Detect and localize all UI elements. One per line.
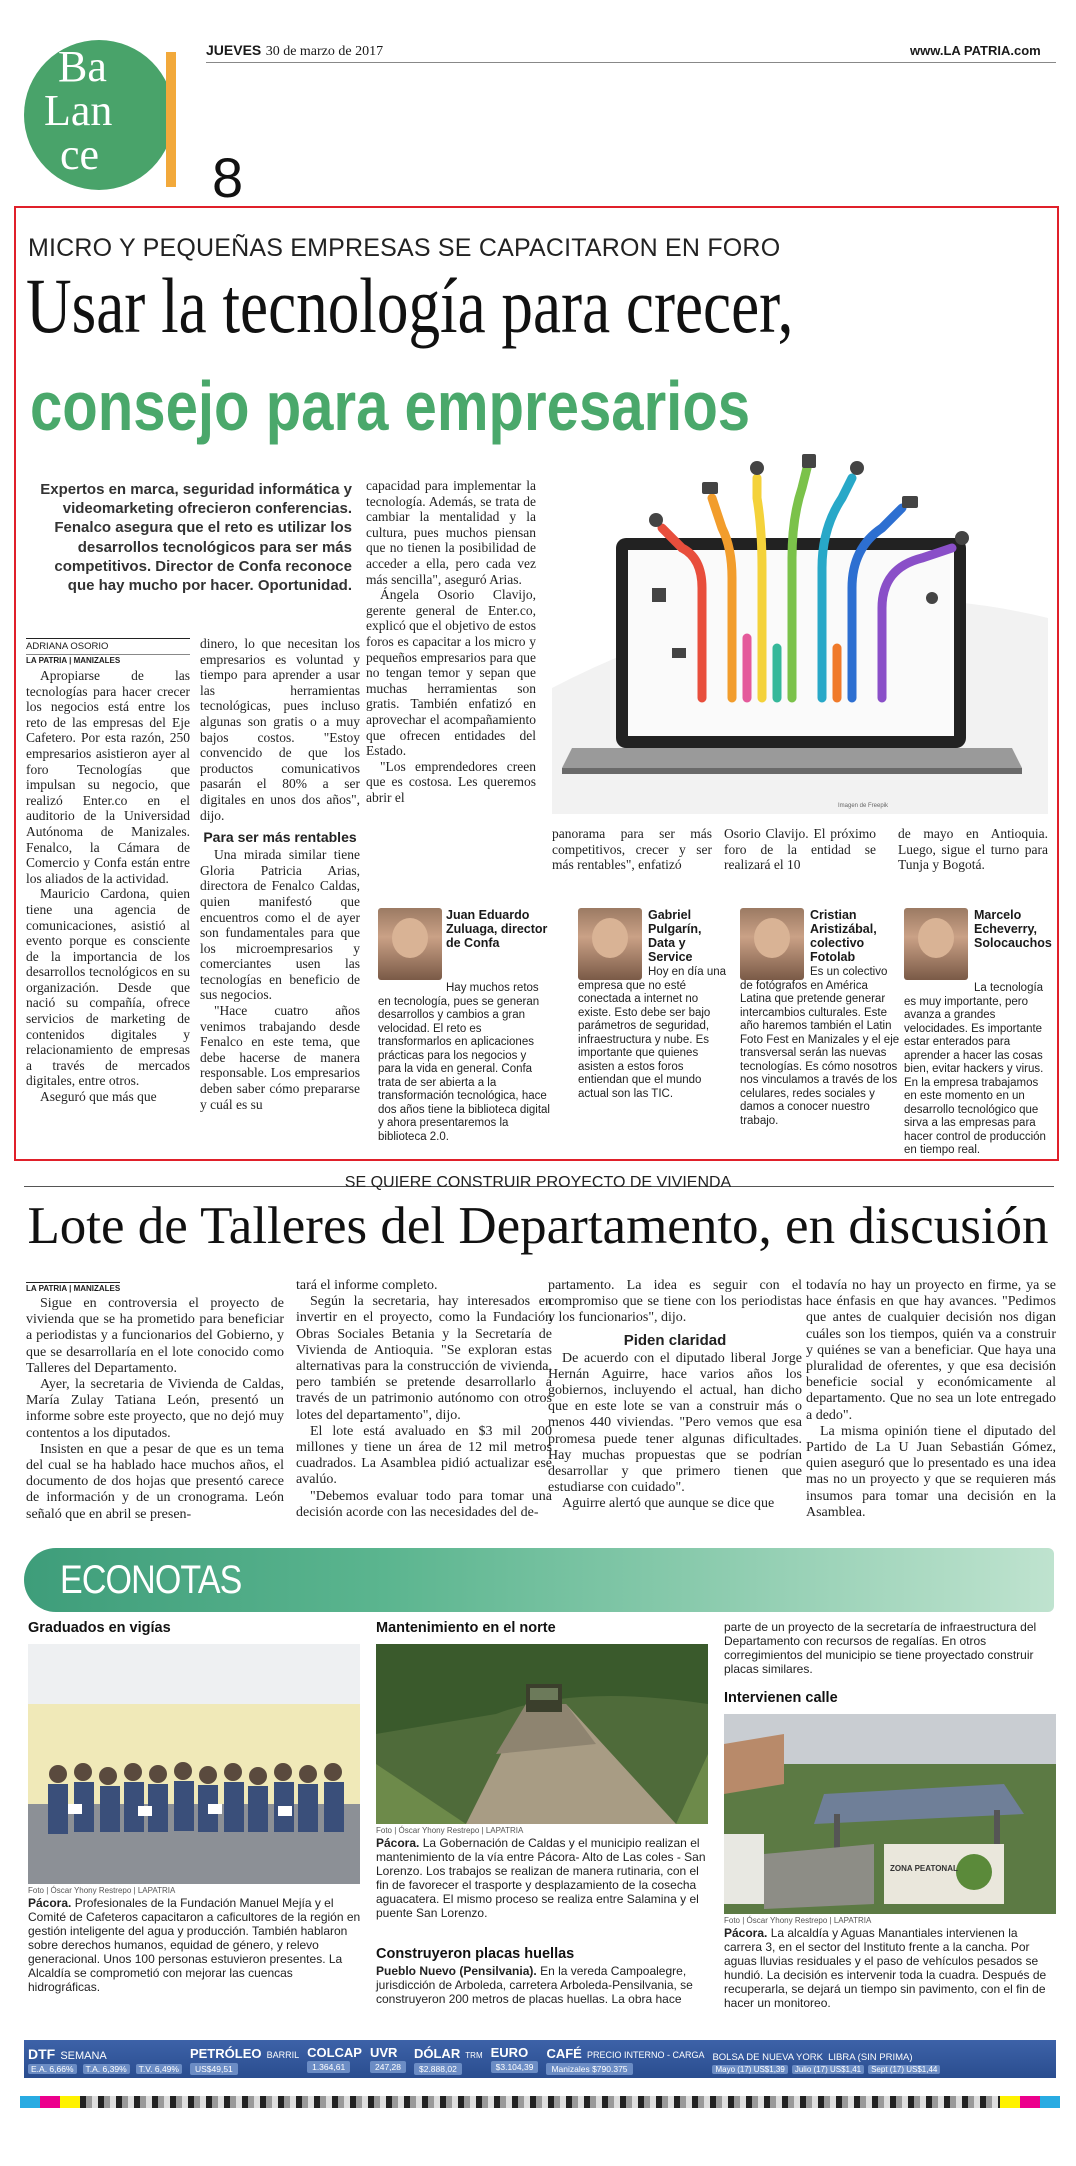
ticker-cafe-label: CAFÉ [546,2046,582,2061]
header-date [206,42,383,60]
second-col-4 [806,1278,1056,1521]
logo-line-3: ce [60,130,100,179]
econ-text-1 [28,1896,362,1994]
laptop-illustration [552,438,1048,814]
second-byline: LA PATRIA | MANIZALES [26,1284,121,1293]
ticker-dtf-sub: SEMANA [60,2050,107,2062]
profile-name-1: Juan Eduardo Zuluaga, director de Confa [446,908,548,950]
second-col3-p1: partamento. La idea es seguir con el compromiso que se tiene con los periodistas y los funcionarios", dijo. [548,1278,802,1326]
lead-col1-p2: Mauricio Cardona, quien tiene una agencia de comunicaciones, asistió al evento porque es consciente de la importancia de los desarrollos tecnológicos en su organización. Desde que nació su compañía, ofrece servicios de marketing de contenidos digitales y relacionamiento de empresas a través de mercados digitales, entre otros. [26,886,190,1089]
ticker-cafe-sub: PRECIO INTERNO - CARGA [586,2050,705,2060]
second-col1-p3: Insisten en que a pesar de que es un tema del cual se ha hablado hace muchos años, el documento de dos hojas que presentó carece de información y de un cronograma. León señaló que en abril se presen- [26,1441,284,1522]
econ-place-1: Pácora. [28,1896,72,1910]
lead-col2-p2: Una mirada similar tiene Gloria Patricia Arias, directora de Fenalco Caldas, quien manifestó que encuentros como el de ayer son fundamentales para que los microempresarios y comerciantes usen las tecnologías en beneficio de sus negocios. [200,847,360,1003]
second-col1-p2: Ayer, la secretaria de Vivienda de Caldas, María Zulay Tatiana León, presentó un informe sobre este proyecto, que no dejó muy contentos a los diputados. [26,1377,284,1441]
econ-text-3 [376,1964,710,2006]
second-col2-p4: "Debemos evaluar todo para tomar una decisión acorde con las necesidades del de- [296,1488,552,1520]
section-logo [24,40,194,190]
lead-col-1 [26,668,190,1105]
market-ticker [24,2040,1056,2078]
lead-col-3 [366,478,536,805]
ticker-dtf-v1: E.A. 6,66% [28,2064,77,2074]
lead-col-4: panorama para ser más competitivos, crecer y ser más rentables", enfatizó [552,826,712,873]
econ-text-5 [724,1926,1056,2010]
profile-4 [904,906,1054,1156]
ticker-dolar [410,2040,487,2078]
ticker-bolsa-v3: Sept (17) US$1,44 [868,2065,940,2074]
econ-place-3: Pueblo Nuevo (Pensilvania). [376,1964,537,1978]
logo-stripe [166,52,176,187]
lead-col-6: de mayo en Antioquia. Luego, sigue el turno para Tunja y Bogotá. [898,826,1048,873]
ticker-bolsa-label: BOLSA DE NUEVA YORK [712,2051,823,2063]
profile-name-3: Cristian Aristizábal, colectivo Fotolab [810,908,877,964]
ticker-dtf-v2: T.A. 6,39% [83,2064,130,2074]
website: www.LA PATRIA.com [910,43,1041,58]
profile-1 [378,906,552,1143]
profile-name-4: Marcelo Echeverry, Solocauchos [974,908,1052,950]
econ-text-4: parte de un proyecto de la secretaría de infraestructura del Departamento con recursos de regalías. En otros corregimientos del municipio se tiene proyectado construir placas similares. [724,1620,1037,1676]
ticker-euro-v1: $3.104,39 [491,2061,539,2073]
ticker-bolsa-sub: LIBRA (SIN PRIMA) [828,2051,913,2063]
photo-sign: ZONA PEATONAL [890,1864,958,1873]
ticker-bolsa-v1: Mayo (17) US$1,39 [712,2065,787,2074]
second-col3-p3: Aguirre alertó que aunque se dice que [562,1496,775,1512]
econ-body-2: La Gobernación de Caldas y el municipio realizan el mantenimiento de la vía entre Pácora- Alto de Las coles - San Lorenzo. Los trabajos se realizan de manera rutinaria, con el fin de favorecer el trasporte y desplazamiento de la cosecha aguacatera. El mismo proceso se realiza entre Salamina y el puente San Lorenzo. [376,1836,706,1920]
lead-col3-p1: capacidad para implementar la tecnología. Además, se trata de cambiar la mentalidad y la cultura, pues muchos piensan que no tienen la posibilidad de acceder a ella, pero cada vez más sencilla", aseguró Arias. [366,478,536,587]
logo-line-1: Ba [58,42,107,91]
ticker-petroleo [186,2040,303,2078]
graduates-photo [28,1644,360,1884]
lead-col2-p3: "Hace cuatro años venimos trabajando desde Fenalco en este tema, que debe hacerse de manera responsable. Los empresarios deben saber cómo prepararse y cuál es su [200,1003,360,1112]
print-color-bar [20,2096,1060,2108]
second-col-3 [548,1278,802,1513]
ticker-dolar-label: DÓLAR [413,2046,461,2061]
lead-col-5: Osorio Clavijo. El próximo foro de la entidad se realizará el 10 [724,826,876,873]
lead-col1-p3: Aseguró que más que [40,1089,157,1105]
lead-col2-subhead: Para ser más rentables [203,829,357,846]
image-credit: Imagen de Freepik [838,803,889,809]
profile-photo-1 [378,908,442,980]
ticker-dtf-label: DTF [28,2046,56,2062]
ticker-uvr-v1: 247,28 [370,2061,406,2073]
second-col-1 [26,1296,284,1523]
lead-headline-2: consejo para empresarios [30,367,751,445]
lead-illustration [552,438,1048,814]
econ-photo-1 [28,1644,360,1884]
lead-col3-p2: Ángela Osorio Clavijo, gerente general de Enter.co, explicó que el objetivo de estos foros es capacitar a los micro y pequeños empresarios para que no tengan temor y sepan que muchas herramientas son gratis. También enfatizó en aprovechar el acompañamiento que ofrecen entidades del Estado. [366,587,536,759]
logo-line-2: Lan [44,86,113,135]
econ-body-5: La alcaldía y Aguas Manantiales intervienen la carrera 3, en el sector del Instituto frente a la cancha. Por aguas lluvias residuales y el paso de vehículos pesados se hundió. La decisión es intervenir toda la cuadra. Después de recuperarla, se dejará un tiempo sin pavimento, con el fin de hacer un monitoreo. [724,1926,1047,2010]
econ-title-3: Construyeron placas huellas [376,1946,575,1962]
page-number: 8 [212,146,244,209]
ticker-dolar-v1: $2.888,02 [414,2063,462,2075]
second-col2-p1: tará el informe completo. [296,1278,438,1293]
second-col4-p1: todavía no hay un proyecto en firme, ya se hace énfasis en que hay avances. "Pedimos que antes de cualquier decisión nos digan cuáles son los tiempos, quién va a construir y quiénes se van a beneficiar. Que haya una pluralidad de oferentes, y que esa decisión beneficie social y económicamente al departamento. Que no sea un lote entregado a dedo". [806,1278,1056,1423]
lead-kicker: MICRO Y PEQUEÑAS EMPRESAS SE CAPACITARON EN FORO [28,234,781,262]
econ-credit-1: Foto | Óscar Yhony Restrepo | LAPATRIA [28,1886,176,1895]
lead-col-2 [200,636,360,1112]
second-col4-p2: La misma opinión tiene el diputado del Partido de La U Juan Sebastián Gómez, quien aseguró que lo presentado es una idea mas no un proyecto y que se requieren más insumos para tomar una decisión en la Asamblea. [806,1423,1056,1520]
header-rule [206,62,1056,63]
second-col-2 [296,1278,552,1521]
ticker-euro-label: EURO [490,2045,529,2060]
date-day: JUEVES [206,42,262,58]
ticker-colcap-v1: 1.364,61 [307,2061,350,2073]
profile-text-4: La tecnología es muy importante, pero avanza a grandes velocidades. Es importante estar enterados para aprender a hacer las cosas bien, evitar hackers y virus. En la empresa trabajamos en este momento en un desarrollo tecnológico que sirva a las empresas para hacer control de producción en tiempo real. [904,982,1046,1156]
ticker-dtf [24,2040,186,2078]
lead-byline [26,638,190,665]
econ-body-1: Profesionales de la Fundación Manuel Mejía y el Comité de Cafeteros capacitaron a caficultores de la región en gestión inteligente del agua y producción. También hablaron sobre derechos humanos, equidad de género, y relevo generacional. Unos 100 personas estuvieron presentes. La Alcaldía se comprometió con mejorar las cuencas hidrográficas. [28,1896,361,1994]
lead-col2-p1: dinero, lo que necesitan los empresarios es voluntad y tiempo para aprender a usar las herramientas tecnológicas, pues incluso algunas son gratis o a muy bajos costos. "Estoy convencido de que los productos comunicativos pasarán el 80% a ser digitales en unos dos años", dijo. [200,636,360,823]
ticker-petroleo-label: PETRÓLEO [189,2046,262,2061]
byline-name: ADRIANA OSORIO [26,638,190,652]
econ-credit-2: Foto | Óscar Yhony Restrepo | LAPATRIA [376,1826,524,1835]
second-col2-p2: Según la secretaria, hay interesados en invertir en el proyecto, como la Fundación Obras Sociales Betania y la Secretaría de Vivienda de Antioquia. "Se exploran estas alternativas para la construcción de vivienda, pero también se pretende desarrollarlo a través de un patrimonio autónomo con otros lotes del departamento", dijo. [296,1294,552,1423]
second-col3-subhead: Piden claridad [623,1331,727,1349]
ticker-cafe [542,2040,708,2078]
profile-photo-4 [904,908,968,980]
profile-name-2: Gabriel Pulgarín, Data y Service [648,908,702,964]
ticker-cafe-v1: Manizales $790.375 [546,2063,632,2075]
econ-place-5: Pácora. [724,1926,768,1940]
ticker-petroleo-v1: US$49,51 [190,2063,238,2075]
ticker-colcap-label: COLCAP [307,2045,362,2060]
econ-title-1: Graduados en vigías [28,1620,171,1636]
date-rest: 30 de marzo de 2017 [265,44,384,59]
lead-headline: Usar la tecnología para crecer, [26,262,794,349]
street-photo [724,1714,1056,1914]
lead-summary: Expertos en marca, seguridad informática y videomarketing ofrecieron conferencias. Fenalco asegura que el reto es utilizar los desarrollos tecnológicos para ser más competitivos. Director de Confa reconoce que hay mucho por hacer. Oportunidad. [40,481,352,595]
econotas-banner [24,1548,1054,1612]
ticker-bolsa [708,2040,944,2078]
econ-title-2: Mantenimiento en el norte [376,1620,556,1636]
profile-3 [736,906,902,1127]
profile-text-3: Es un colectivo de fotógrafos en América Latina que pretende generar intercambios culturales. Este año haremos también el Latin Foto Fest en Manizales y el eje transversal serán las nuevas tecnologías. Es cómo nosotros nos vinculamos a través de los celulares, redes sociales y damos a conocer nuestro trabajo. [740,966,900,1127]
ticker-bolsa-v2: Julio (17) US$1,41 [792,2065,864,2074]
ticker-uvr-label: UVR [369,2045,398,2060]
second-headline: Lote de Talleres del Departamento, en discusión [27,1197,1049,1255]
profile-2 [574,906,727,1100]
ticker-uvr [366,2040,410,2078]
econ-credit-5: Foto | Óscar Yhony Restrepo | LAPATRIA [724,1916,872,1925]
second-col3-p2: De acuerdo con el diputado liberal Jorge Hernán Aguirre, hace varios años los gobiernos, incluyendo el actual, han dicho que en este lote se van a construir más o menos 440 viviendas. "Pero vemos que esa promesa puede tener algunas dificultades. Hay muchas propuestas que se podrían desarrollar y que primero tienen que estudiarse con cuidado". [548,1350,802,1496]
road-photo [376,1644,708,1824]
econotas-title: ECONOTAS [60,1558,242,1602]
econ-text-2 [376,1836,710,1920]
byline-sub: LA PATRIA | MANIZALES [26,654,190,665]
second-kicker: SE QUIERE CONSTRUIR PROYECTO DE VIVIENDA [344,1174,732,1191]
econ-title-5: Intervienen calle [724,1690,838,1706]
econ-place-2: Pácora. [376,1836,420,1850]
second-col1-p1: Sigue en controversia el proyecto de vivienda que se ha prometido para beneficiar a periodistas y a funcionarios del Gobierno, y que se desarrollaría en el lote conocido como Talleres del Departamento. [26,1296,284,1376]
ticker-euro [487,2040,543,2078]
ticker-dolar-sub: TRM [465,2051,483,2060]
lead-col3-p3: "Los emprendedores creen que es costosa. Les queremos abrir el [366,758,536,805]
ticker-colcap [303,2040,366,2078]
lead-col1-p1: Apropiarse de las tecnologías para hacer crecer los negocios está entre los reto de las empresas del Eje Cafetero. Por esta razón, 250 empresarios asistieron ayer al foro Tecnologías que impulsan su negocio, que realizó Enter.co en el auditorio de la Universidad Autónoma de Manizales. Fenalco, la Cámara de Comercio y Confa están entre los aliados de la actividad. [26,668,190,886]
second-col2-p3: El lote está avaluado en $3 mil 200 millones y tiene un área de 12 mil metros cuadrados. La Asamblea pidió actualizar ese avalúo. [296,1423,552,1488]
econ-photo-5 [724,1714,1056,1914]
econ-body-3: En la vereda Campoalegre, jurisdicción de Arboleda, carretera Arboleda-Pensilvania, se construyeron 200 metros de placas huellas. La obra hace [376,1964,693,2006]
profile-text-1: Hay muchos retos en tecnología, pues se generan desarrollos y cambios a gran velocidad. El reto es transformarlos en aplicaciones prácticas para los negocios y para la vida en general. Confa trata de ser abierta a la transformación tecnológica, hace dos años tiene la biblioteca digital y ahora presentaremos la biblioteca 2.0. [378,982,550,1143]
profile-text-2: Hoy en día una empresa que no esté conectada a internet no existe. Esto debe ser bajo parámetros de seguridad, infraestructura y nube. Es importante que quienes asisten a estos foros entiendan que el mundo actual son las TIC. [578,966,727,1100]
econ-photo-2 [376,1644,708,1824]
ticker-dtf-v3: T.V. 6,49% [136,2064,182,2074]
ticker-petroleo-sub: BARRIL [266,2050,300,2060]
